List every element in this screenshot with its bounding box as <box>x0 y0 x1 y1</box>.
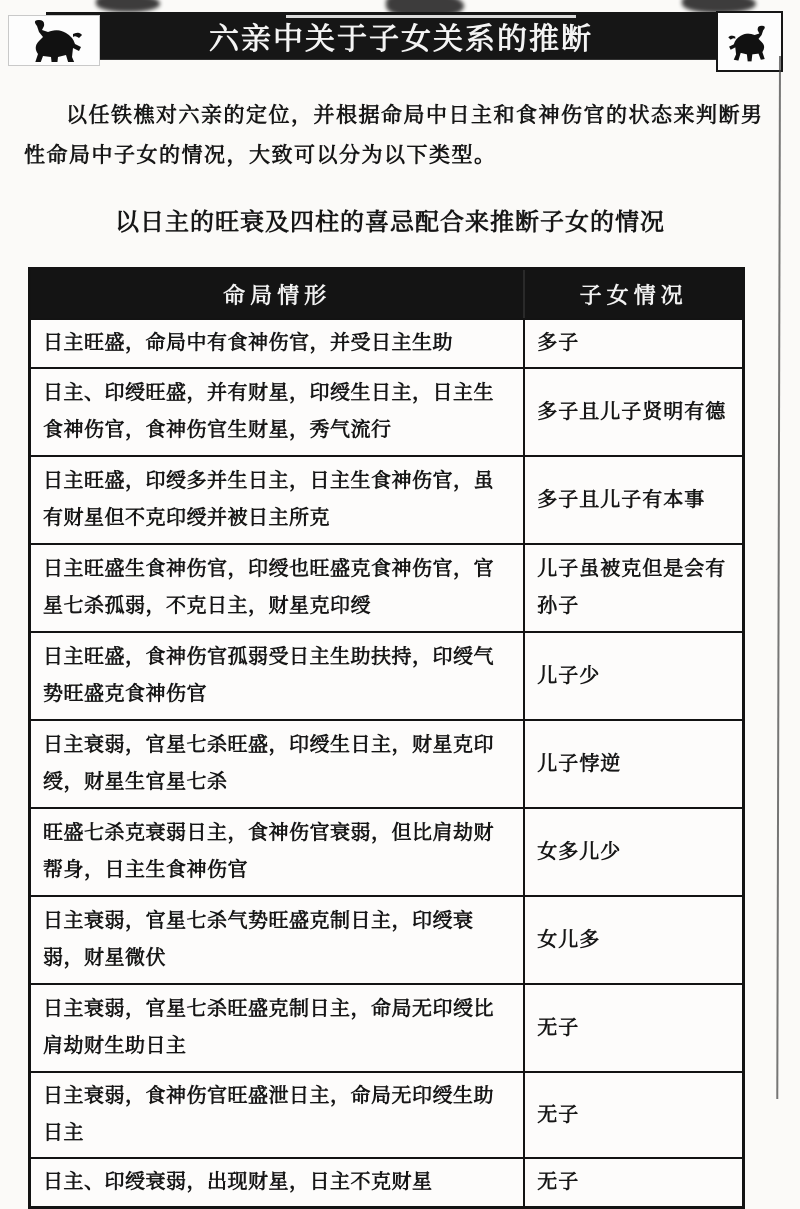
page-title: 六亲中关于子女关系的推断 <box>209 22 593 56</box>
table-row <box>30 896 744 984</box>
table-row <box>30 368 744 456</box>
condition-cell: 日主、印绶旺盛，并有财星，印绶生日主，日主生食神伤官，食神伤官生财星，秀气流行 <box>30 368 525 456</box>
table-row <box>30 808 744 896</box>
table-row <box>30 544 744 632</box>
result-cell: 无子 <box>524 984 743 1072</box>
condition-cell: 日主旺盛，食神伤官孤弱受日主生助扶持，印绶气势旺盛克食神伤官 <box>30 632 525 720</box>
condition-cell: 日主旺盛，命局中有食神伤官，并受日主生助 <box>30 319 525 368</box>
table-header-row <box>30 269 744 320</box>
result-cell: 无子 <box>524 1072 743 1158</box>
condition-cell: 日主衰弱，官星七杀旺盛克制日主，命局无印绶比肩劫财生助日主 <box>30 984 525 1072</box>
table-row <box>30 319 744 368</box>
result-cell: 儿子虽被克但是会有孙子 <box>524 544 743 632</box>
result-cell: 多子 <box>524 319 743 368</box>
result-cell: 多子且儿子贤明有德 <box>524 368 743 456</box>
column-header-result: 子女情况 <box>524 269 743 320</box>
column-header-condition: 命局情形 <box>30 269 525 320</box>
result-cell: 儿子少 <box>524 632 743 720</box>
result-cell: 无子 <box>524 1158 743 1208</box>
condition-cell: 日主旺盛，印绶多并生日主，日主生食神伤官，虽有财星但不克印绶并被日主所克 <box>30 456 525 544</box>
table-row <box>30 1072 744 1158</box>
intro-paragraph: 以任铁樵对六亲的定位，并根据命局中日主和食神伤官的状态来判断男性命局中子女的情况，大致可以分为以下类型。 <box>24 104 764 167</box>
table-row <box>30 984 744 1072</box>
condition-cell: 旺盛七杀克衰弱日主，食神伤官衰弱，但比肩劫财帮身，日主生食神伤官 <box>30 808 525 896</box>
section-subtitle: 以日主的旺衰及四柱的喜忌配合来推断子女的情况 <box>115 209 665 236</box>
condition-cell: 日主衰弱，食神伤官旺盛泄日主，命局无印绶生助日主 <box>30 1072 525 1158</box>
result-cell: 多子且儿子有本事 <box>524 456 743 544</box>
result-cell: 女儿多 <box>524 896 743 984</box>
condition-cell: 日主衰弱，官星七杀气势旺盛克制日主，印绶衰弱，财星微伏 <box>30 896 525 984</box>
condition-cell: 日主旺盛生食神伤官，印绶也旺盛克食神伤官，官星七杀孤弱，不克日主，财星克印绶 <box>30 544 525 632</box>
result-cell: 女多儿少 <box>524 808 743 896</box>
table-row <box>30 456 744 544</box>
condition-cell: 日主衰弱，官星七杀旺盛，印绶生日主，财星克印绶，财星生官星七杀 <box>30 720 525 808</box>
result-cell: 儿子悖逆 <box>524 720 743 808</box>
table-row <box>30 1158 744 1208</box>
children-inference-table <box>28 267 745 1209</box>
table-row <box>30 720 744 808</box>
condition-cell: 日主、印绶衰弱，出现财星，日主不克财星 <box>30 1158 525 1208</box>
table-row <box>30 632 744 720</box>
